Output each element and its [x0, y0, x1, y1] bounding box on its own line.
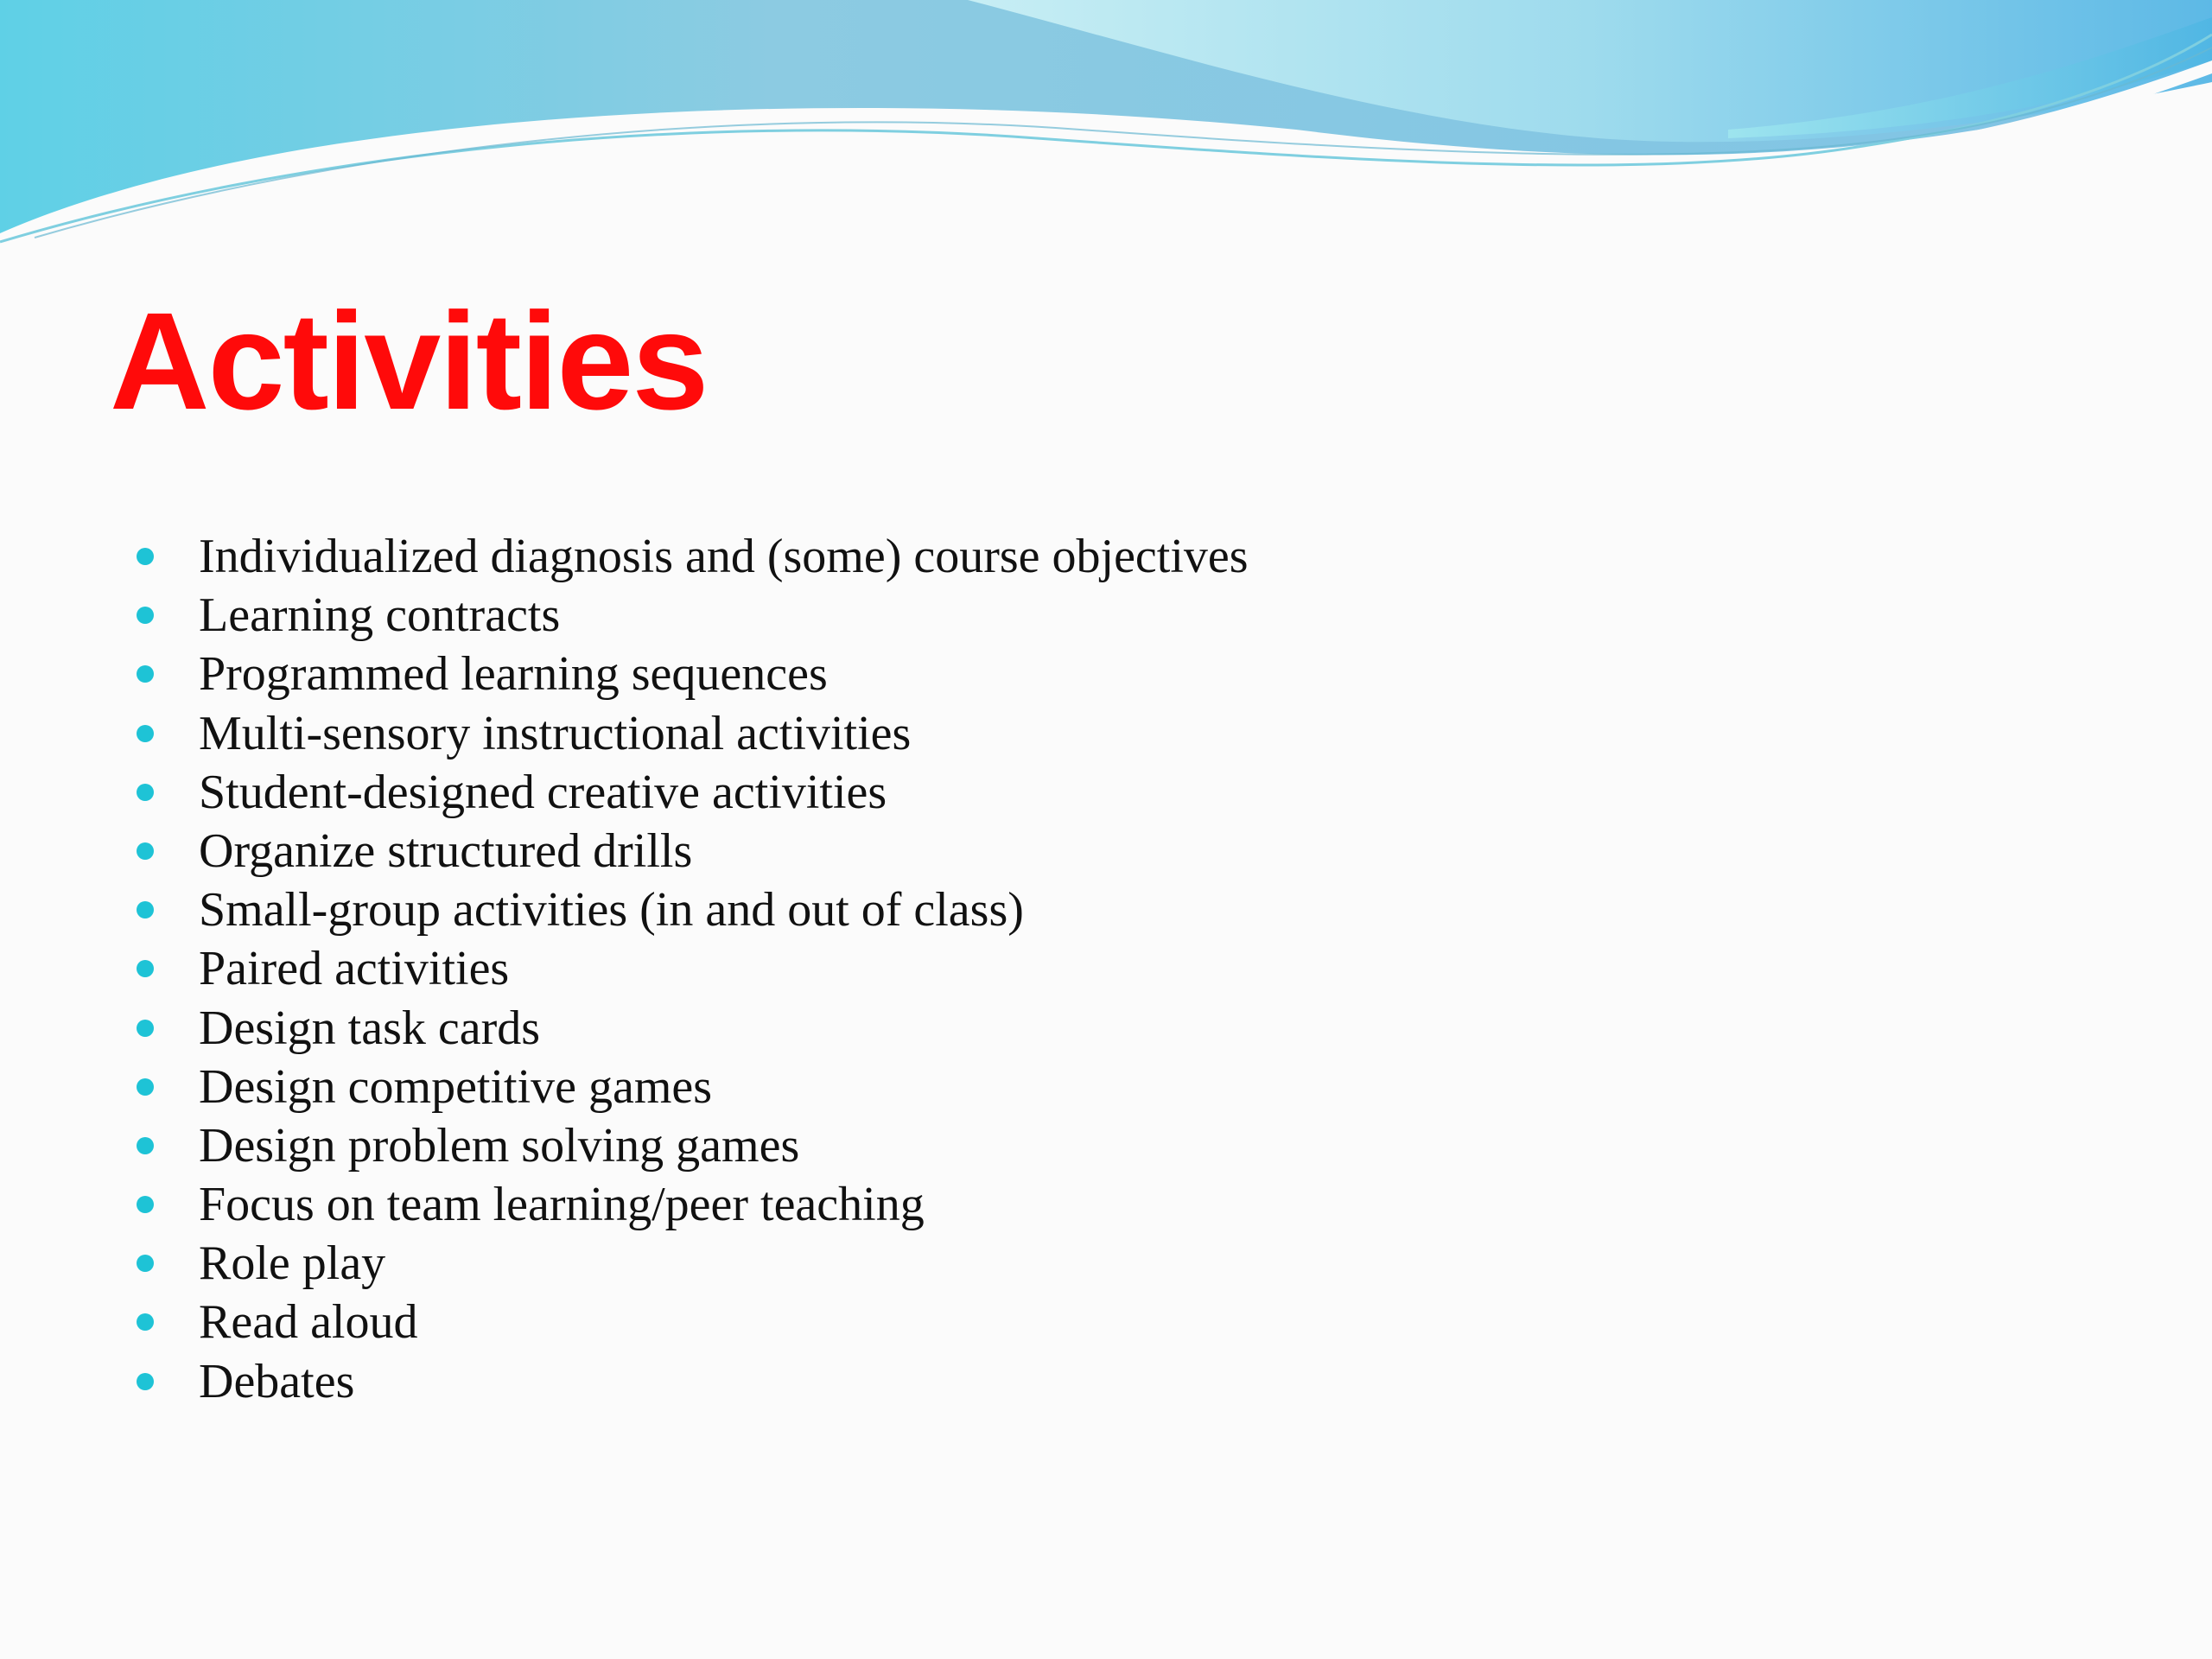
- bullet-dot-icon: [137, 725, 154, 742]
- bullet-text: Learning contracts: [199, 588, 561, 643]
- bullet-dot-icon: [137, 901, 154, 918]
- bullet-dot-icon: [137, 1137, 154, 1154]
- bullet-dot-icon: [137, 784, 154, 801]
- header-wave-decoration: [0, 0, 2212, 259]
- bullet-text: Multi-sensory instructional activities: [199, 706, 912, 760]
- bullet-dot-icon: [137, 842, 154, 860]
- bullet-dot-icon: [137, 665, 154, 683]
- bullet-dot-icon: [137, 960, 154, 977]
- bullet-text: Student-designed creative activities: [199, 765, 887, 819]
- bullet-text: Role play: [199, 1236, 386, 1291]
- bullet-dot-icon: [137, 1313, 154, 1331]
- bullet-text: Individualized diagnosis and (some) course objectives: [199, 530, 1249, 583]
- bullet-text: Design problem solving games: [199, 1118, 800, 1173]
- bullet-text: Paired activities: [199, 942, 510, 996]
- bullet-text: Design competitive games: [199, 1059, 713, 1114]
- bullet-dot-icon: [137, 1078, 154, 1096]
- bullet-text: Design task cards: [199, 1001, 541, 1055]
- slide-title: Activities: [110, 283, 708, 438]
- bullet-text: Focus on team learning/peer teaching: [199, 1178, 925, 1232]
- bullet-dot-icon: [137, 1020, 154, 1037]
- bullet-text: Small-group activities (in and out of class): [199, 883, 1024, 938]
- bullet-text: Debates: [199, 1354, 355, 1408]
- bullet-text: Organize structured drills: [199, 823, 693, 878]
- bullet-dot-icon: [137, 1373, 154, 1390]
- bullet-dot-icon: [137, 607, 154, 624]
- bullet-dot-icon: [137, 1255, 154, 1272]
- bullet-dot-icon: [137, 548, 154, 565]
- bullet-text: Read aloud: [199, 1295, 418, 1350]
- bullet-dot-icon: [137, 1196, 154, 1213]
- bullet-text: Programmed learning sequences: [199, 647, 828, 702]
